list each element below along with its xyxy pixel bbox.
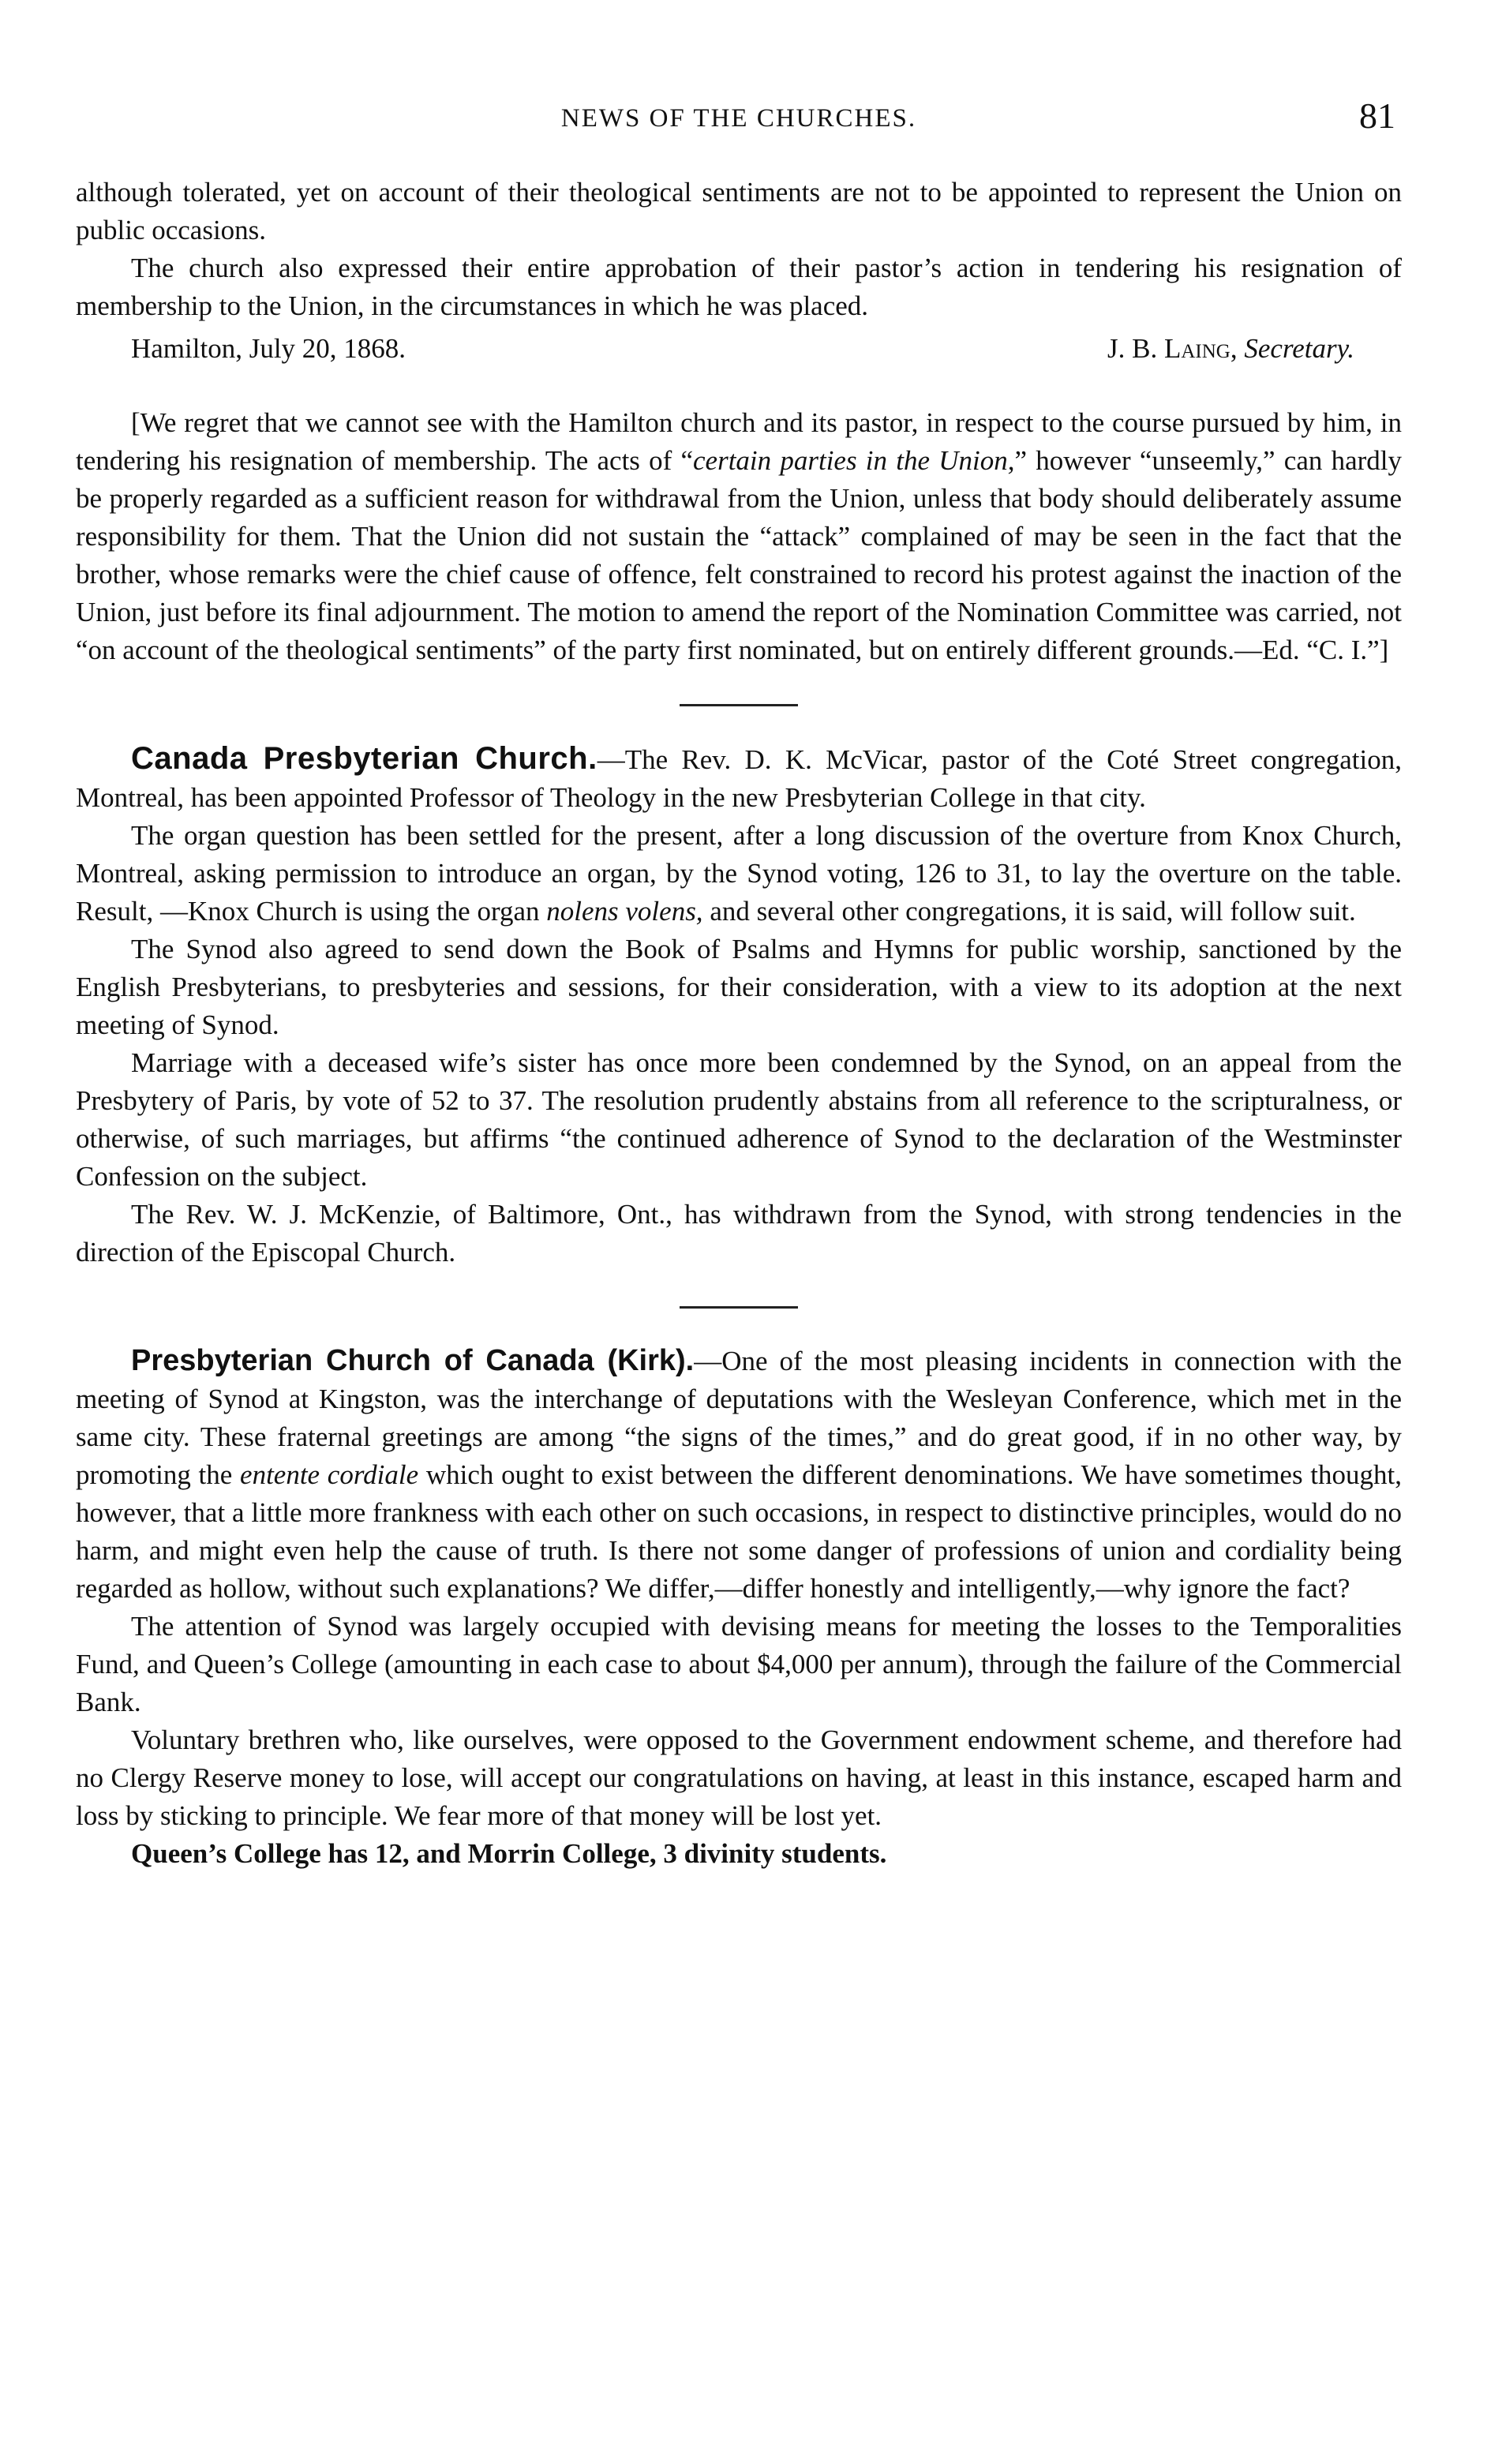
section-canada-presbyterian (76, 740, 1402, 1271)
kirk-paragraph-4: Queen’s College has 12, and Morrin College, 3 divinity students. (131, 1838, 887, 1869)
letter-signature-line (76, 330, 1402, 368)
page (76, 95, 1402, 1873)
section-divider (680, 1306, 798, 1309)
section-heading: Presbyterian Church of Canada (Kirk). (131, 1344, 695, 1377)
kirk-paragraph-1-text-b: which ought to exist between the different denominations. We have sometimes thought, however, that a little more frankness with each other on such occasions, in respect to distinctive principles, would do no harm, and might even help the cause of truth. Is there not some danger of professions of union and cordiality being regarded as hollow, without such explanations? We differ,—differ honestly and intelligently,—why ignore the fact? (76, 1459, 1402, 1604)
canada-paragraph-2-italic: nolens volens, (546, 896, 703, 927)
section-divider (680, 704, 798, 706)
canada-paragraph-1 (76, 740, 1402, 817)
hamilton-paragraph-2: The church also expressed their entire approbation of their pastor’s action in tendering his resignation of membership to the Union, in the circumstances in which he was placed. (76, 253, 1402, 321)
canada-paragraph-3: The Synod also agreed to send down the Book of Psalms and Hymns for public worship, sanctioned by the English Presbyterians, to presbyteries and sessions, for their consideration, with a view to its adoption at the next meeting of Synod. (76, 934, 1402, 1040)
editor-note-text-a: [We regret that we cannot see with the Hamilton church and its pastor, in respect to the course pursued by him, in tendering his resignation of membership. The acts of “ (76, 407, 1402, 476)
hamilton-paragraph-1: although tolerated, yet on account of their theological sentiments are not to be appointed to represent the Union on public occasions. (76, 177, 1402, 245)
canada-paragraph-5: The Rev. W. J. McKenzie, of Baltimore, Ont., has withdrawn from the Synod, with strong tendencies in the direction of the Episcopal Church. (76, 1199, 1402, 1268)
signature: J. B. Laing, Secretary. (1107, 333, 1354, 364)
canada-paragraph-1-text: —The Rev. D. K. McVicar, pastor of the Coté Street congregation, Montreal, has been appointed Professor of Theology in the new Presbyterian College in that city. (76, 744, 1402, 813)
canada-paragraph-2 (76, 817, 1402, 931)
kirk-paragraph-2: The attention of Synod was largely occupied with devising means for meeting the losses to the Temporalities Fund, and Queen’s College (amounting in each case to about $4,000 per annum), through the failure of the Commercial Bank. (76, 1611, 1402, 1717)
kirk-paragraph-1 (76, 1342, 1402, 1608)
signer-name: J. B. Laing (1107, 333, 1230, 364)
section-kirk (76, 1342, 1402, 1873)
editor-note (76, 404, 1402, 669)
page-number: 81 (1359, 95, 1395, 136)
editor-note-italic: certain parties in the Union, (693, 445, 1015, 476)
canada-paragraph-4: Marriage with a deceased wife’s sister has once more been condemned by the Synod, on an appeal from the Presbytery of Paris, by vote of 52 to 37. The resolution prudently abstains from all reference to the scripturalness, or otherwise, of such marriages, but affirms “the continued adherence of Synod to the declaration of the Westminster Confession on the subject. (76, 1047, 1402, 1192)
hamilton-letter (76, 174, 1402, 368)
kirk-paragraph-1-italic: entente cordiale (240, 1459, 419, 1490)
section-heading: Canada Presbyterian Church. (131, 741, 597, 776)
place-date: Hamilton, July 20, 1868. (131, 333, 406, 364)
canada-paragraph-2-text-a: The organ question has been settled for the present, after a long discussion of the overture from Knox Church, Montreal, asking permission to introduce an organ, by the Synod voting, 126 to 31, to lay the overture on the table. Result, —Knox Church is using the organ (76, 820, 1402, 927)
editor-note-text-b: ” however “unseemly,” can hardly be properly regarded as a sufficient reason for withdrawal from the Union, unless that body should deliberately assume responsibility for them. That the Union did not sustain the “attack” complained of may be seen in the fact that the brother, whose remarks were the chief cause of offence, felt constrained to record his protest against the inaction of the Union, just before its final adjournment. The motion to amend the report of the Nomination Committee was carried, not “on account of the theological sentiments” of the party first nominated, but on entirely different grounds.—Ed. “C. I.”] (76, 445, 1402, 665)
kirk-paragraph-1-text-a: —One of the most pleasing incidents in connection with the meeting of Synod at Kingston, was the interchange of deputations with the Wesleyan Conference, which met in the same city. These fraternal greetings are among “the signs of the times,” and do great good, if in no other way, by promoting the (76, 1346, 1402, 1490)
signer-title: Secretary. (1244, 333, 1354, 364)
running-title: NEWS OF THE CHURCHES. (560, 104, 917, 133)
canada-paragraph-2-text-b: and several other congregations, it is said, will follow suit. (702, 896, 1356, 927)
kirk-paragraph-3: Voluntary brethren who, like ourselves, were opposed to the Government endowment scheme, and therefore had no Clergy Reserve money to lose, will accept our congratulations on having, at least in this instance, escaped harm and loss by sticking to principle. We fear more of that money will be lost yet. (76, 1724, 1402, 1831)
running-header (76, 95, 1402, 142)
